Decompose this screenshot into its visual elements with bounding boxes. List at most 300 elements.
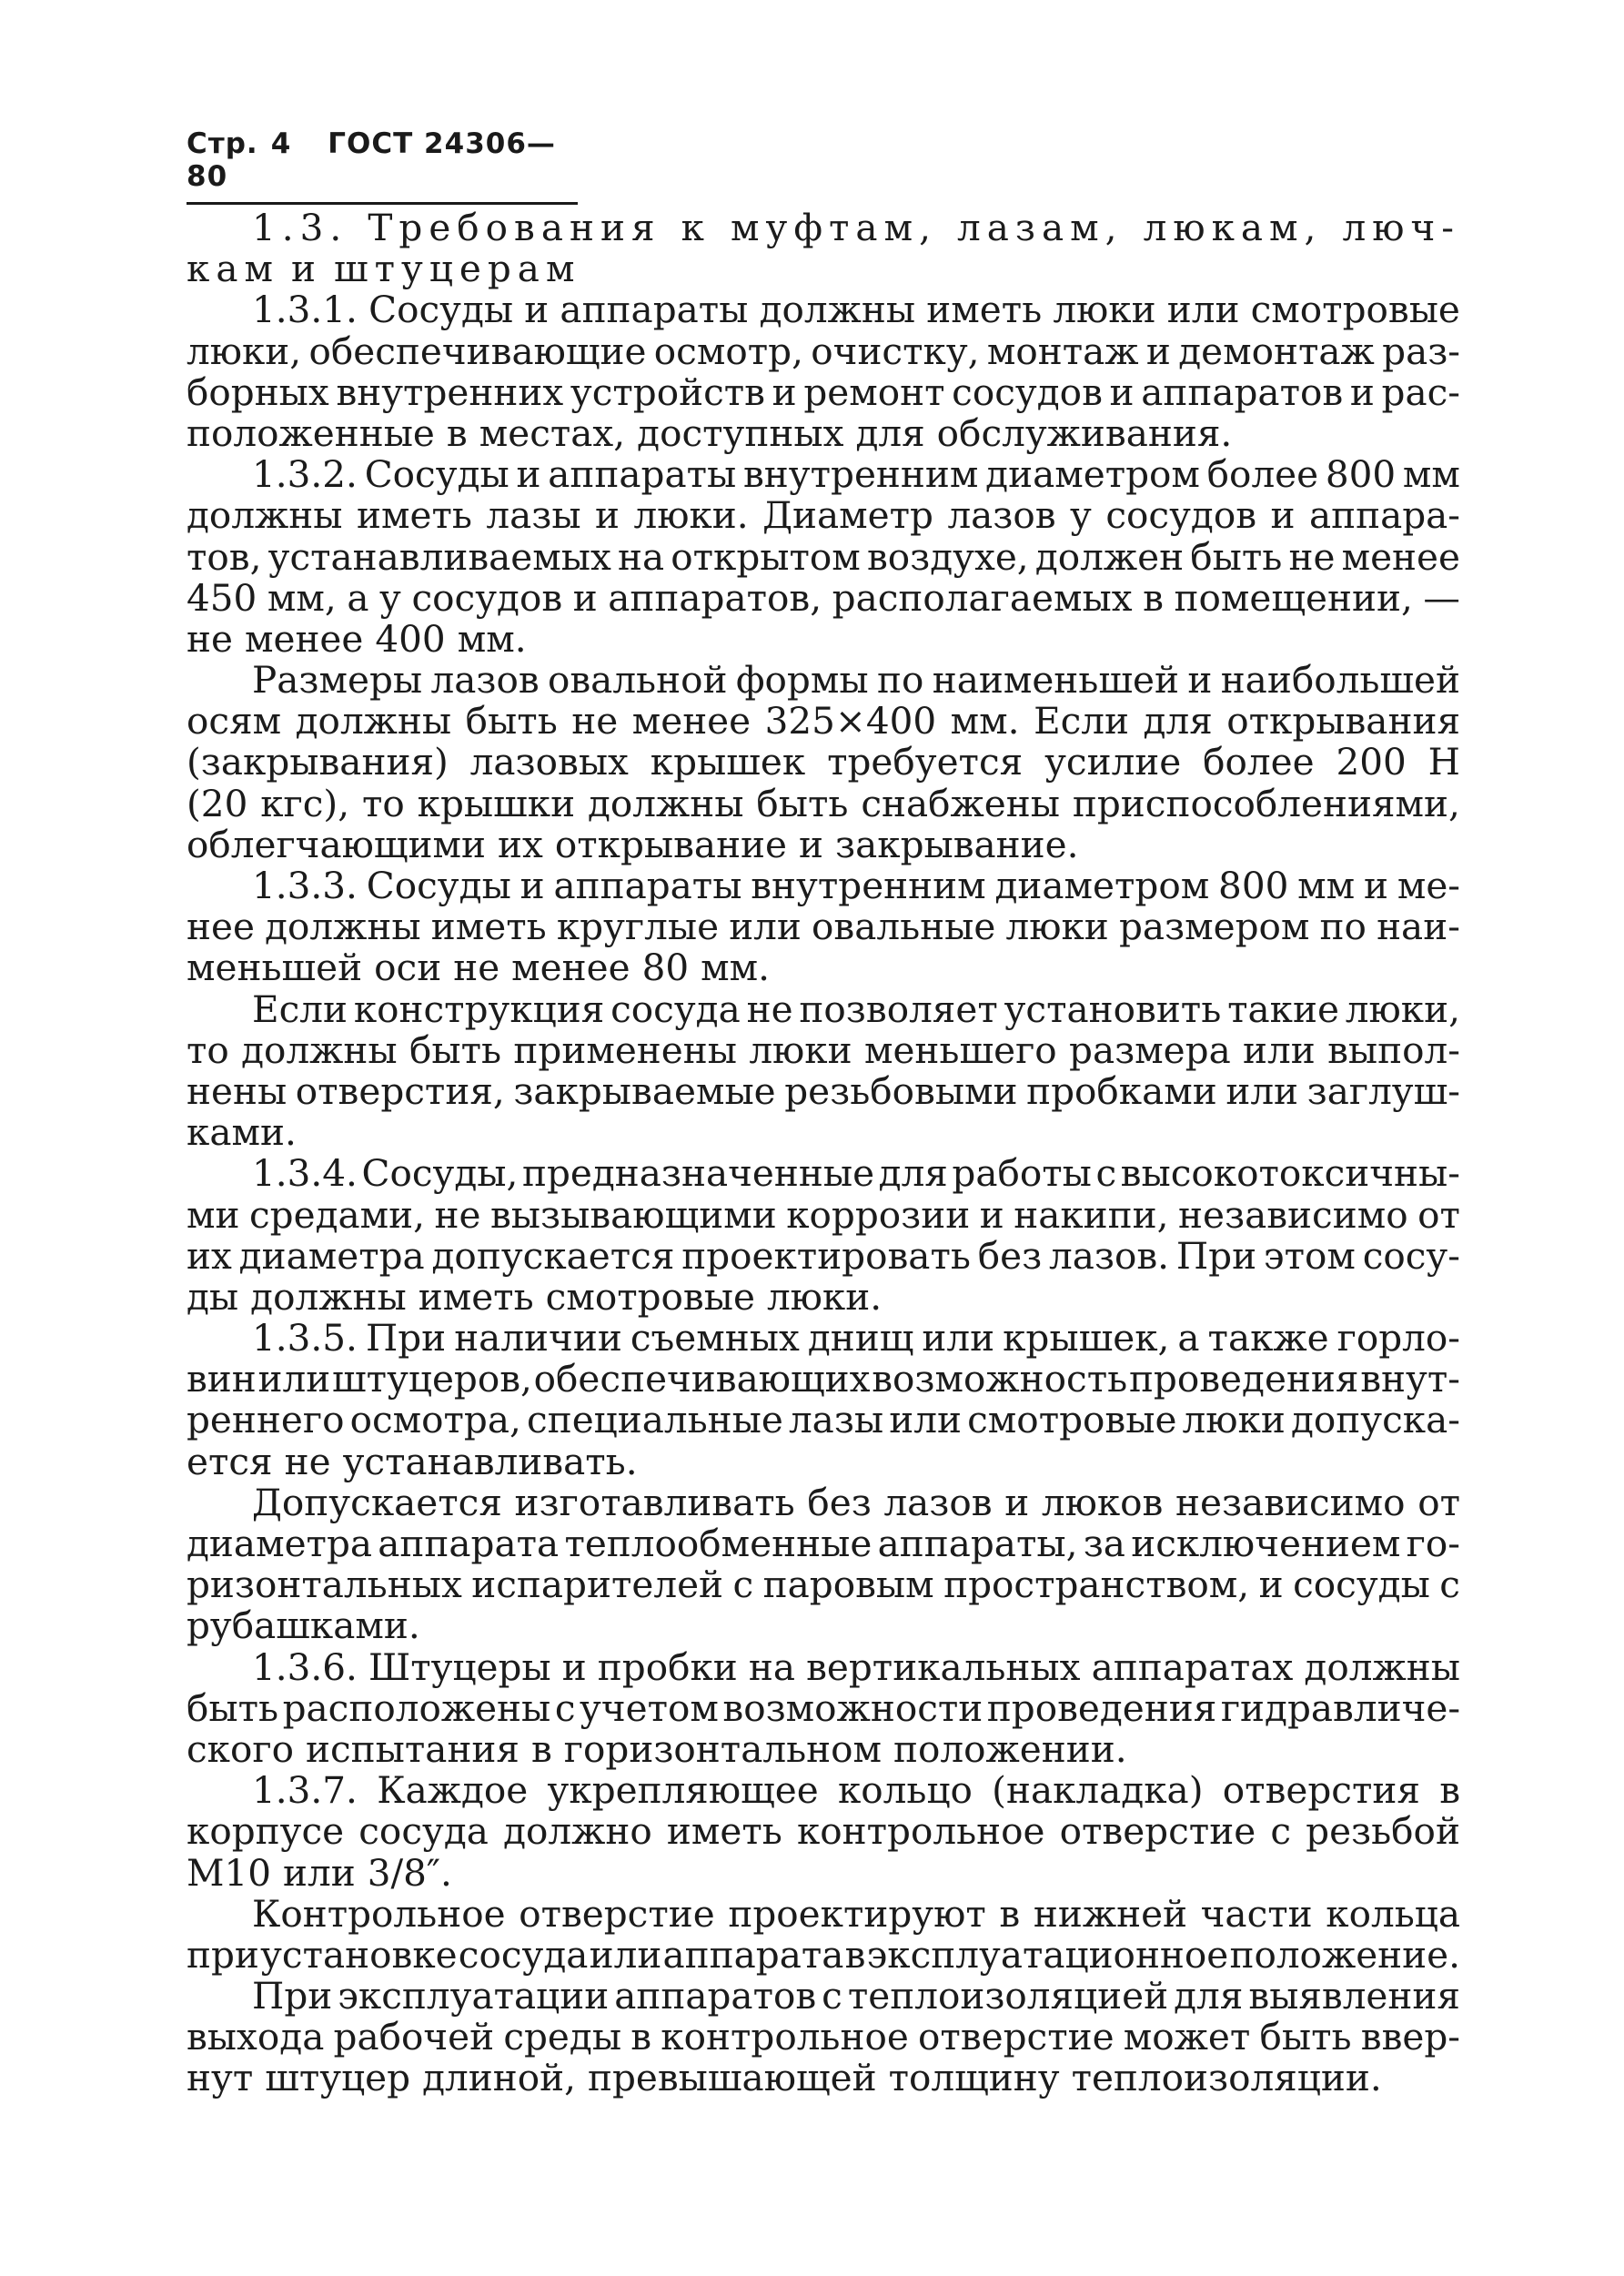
- text-line: [187, 660, 1460, 701]
- word: с: [554, 1685, 576, 1730]
- text-line: [187, 947, 1460, 988]
- word: выпол-: [1327, 1027, 1460, 1072]
- word: крышек: [650, 740, 806, 784]
- word: обеспечивающих: [533, 1357, 871, 1401]
- word: мм,: [267, 575, 337, 620]
- word: с: [1270, 1809, 1291, 1854]
- word: монтаж: [986, 329, 1139, 373]
- word: реннего: [187, 1398, 345, 1442]
- word: требуется: [827, 740, 1024, 784]
- word: менее: [511, 946, 630, 990]
- word: на: [748, 1644, 796, 1689]
- word: с: [1095, 1151, 1117, 1196]
- word: отверстия: [1222, 1768, 1420, 1813]
- word: иметь: [666, 1809, 782, 1854]
- word: люки,: [1345, 986, 1460, 1031]
- word: выхода: [187, 2015, 325, 2059]
- word: средами,: [249, 1192, 426, 1237]
- text-line: [187, 248, 1460, 289]
- word: более: [1203, 740, 1315, 784]
- word: проведения: [986, 1685, 1217, 1730]
- word: штуцеров,: [332, 1357, 532, 1401]
- word: сосудов: [952, 369, 1103, 414]
- word: мм.: [950, 699, 1020, 743]
- word: аппаратов,: [608, 575, 822, 620]
- text-line: [187, 1441, 1460, 1482]
- word: (накладка): [992, 1768, 1204, 1813]
- word: пробками: [1026, 1068, 1217, 1113]
- word: лазов: [883, 1480, 993, 1524]
- page-label: Стр.: [187, 127, 258, 160]
- word: и: [1109, 369, 1135, 414]
- word: должны: [187, 493, 343, 538]
- text-line: [187, 1523, 1460, 1564]
- word: съемных: [630, 1316, 800, 1361]
- word: заглуш-: [1306, 1068, 1460, 1113]
- word: аппараты,: [877, 1522, 1078, 1565]
- word: для: [878, 1151, 948, 1196]
- word: то: [361, 781, 405, 825]
- word: исключением: [1131, 1522, 1401, 1565]
- word: для: [1143, 699, 1213, 743]
- word: осям: [187, 699, 282, 743]
- word: работы: [952, 1151, 1092, 1196]
- word: менее: [631, 699, 751, 743]
- word: облегчающими: [187, 822, 487, 866]
- word: лазов.: [1048, 1233, 1170, 1278]
- word: и: [1364, 864, 1388, 907]
- word: меньшего: [863, 1027, 1057, 1072]
- text-line: [187, 906, 1460, 947]
- text-line: [187, 1068, 1460, 1113]
- word: сосудов: [1105, 493, 1257, 538]
- text-line: [187, 410, 1460, 455]
- word: диаметром: [994, 864, 1210, 907]
- word: корпусе: [187, 1809, 345, 1854]
- word: выявления: [1248, 1974, 1460, 2018]
- word: при: [187, 1932, 259, 1977]
- word: за: [1083, 1522, 1125, 1565]
- word: люкам,: [1143, 206, 1323, 249]
- word: крышки: [417, 781, 576, 825]
- word: должны: [295, 699, 452, 743]
- word: люки: [1053, 288, 1156, 332]
- word: длиной,: [422, 2056, 576, 2100]
- word: возможность: [872, 1357, 1128, 1401]
- word: 1.3.3.: [252, 864, 358, 907]
- word: или: [283, 1850, 356, 1895]
- word: и: [572, 575, 598, 620]
- word: диаметром: [985, 452, 1200, 497]
- word: Каждое: [377, 1768, 529, 1813]
- word: При: [365, 1316, 447, 1361]
- text-line: [187, 616, 1460, 661]
- word: Если: [252, 986, 348, 1031]
- word: ды: [187, 1274, 239, 1319]
- word: тов,: [187, 534, 262, 579]
- word: ского: [187, 1726, 294, 1771]
- word: их: [498, 822, 543, 866]
- word: не: [284, 1439, 331, 1483]
- word: устанавливаемых: [267, 534, 611, 579]
- text-line: [187, 369, 1460, 414]
- word: должно: [503, 1809, 652, 1854]
- word: нут: [187, 2056, 254, 2100]
- word: аппаратах: [1091, 1644, 1294, 1689]
- word: должны: [1304, 1644, 1460, 1689]
- word: и: [1270, 493, 1296, 538]
- word: горизонтальном: [563, 1726, 882, 1771]
- word: или: [1226, 1068, 1299, 1113]
- text-line: [187, 2017, 1460, 2058]
- word: мм.: [701, 946, 771, 990]
- text-line: [187, 495, 1460, 536]
- text-line: [187, 1192, 1460, 1237]
- text-line: [187, 781, 1460, 825]
- word: и: [516, 452, 541, 497]
- word: днищ: [807, 1316, 914, 1361]
- word: 450: [187, 575, 257, 620]
- word: При: [252, 1974, 333, 2018]
- word: быть: [756, 781, 849, 825]
- word: теплоизоляции.: [1071, 2056, 1382, 2100]
- word: формы: [735, 658, 869, 703]
- word: а: [347, 575, 369, 620]
- text-line: [187, 1891, 1460, 1936]
- word: раз-: [1382, 329, 1460, 373]
- page-number: 4: [270, 127, 292, 160]
- word: более: [1206, 452, 1319, 497]
- word: положенные: [187, 410, 435, 455]
- word: 1.3.2.: [252, 452, 358, 497]
- word: конструкция: [353, 986, 605, 1031]
- word: и: [595, 493, 620, 538]
- text-line: [187, 1644, 1460, 1689]
- word: отверстия,: [295, 1068, 505, 1113]
- word: позволяет: [799, 986, 998, 1031]
- word: накипи,: [1014, 1192, 1169, 1237]
- word: эксплуатационное: [866, 1932, 1229, 1977]
- text-line: [187, 1112, 1460, 1153]
- word: размера: [1069, 1027, 1231, 1072]
- word: предназначенные: [521, 1151, 875, 1196]
- word: люки: [749, 1027, 852, 1072]
- word: 1.3.6.: [252, 1644, 358, 1689]
- word: и: [1145, 329, 1171, 373]
- word: проектируют: [728, 1891, 986, 1936]
- word: без: [807, 1480, 872, 1524]
- word: местах,: [479, 410, 626, 455]
- word: Контрольное: [252, 1891, 506, 1936]
- word: рубашками.: [187, 1603, 420, 1648]
- word: сосуда: [610, 986, 741, 1031]
- word: в: [630, 2015, 652, 2059]
- word: аппараты: [553, 864, 742, 907]
- word: в: [446, 410, 468, 455]
- word: проведения: [1128, 1357, 1359, 1401]
- word: положении.: [893, 1726, 1127, 1771]
- word: 1.3.5.: [252, 1316, 358, 1361]
- word: должны: [241, 1027, 398, 1072]
- word: (20: [187, 781, 248, 825]
- word: доступных: [637, 410, 844, 455]
- word: должны: [587, 781, 744, 825]
- word: аппаратов: [1141, 369, 1344, 414]
- word: 1.3.1.: [252, 288, 358, 332]
- word: или: [729, 905, 802, 949]
- word: должны: [265, 905, 421, 949]
- word: М10: [187, 1850, 272, 1895]
- word: не: [187, 616, 233, 661]
- word: изготавливать: [514, 1480, 795, 1524]
- word: люков: [1041, 1480, 1164, 1524]
- word: 1.3.7.: [252, 1768, 358, 1813]
- word: аппаратов: [614, 1974, 817, 2018]
- word: борных: [187, 369, 329, 414]
- word: не: [453, 946, 500, 990]
- word: иметь: [926, 288, 1043, 332]
- word: устанавливать.: [342, 1439, 638, 1483]
- word: Требования: [368, 206, 661, 249]
- word: по: [876, 658, 924, 703]
- word: внутренним: [751, 864, 986, 907]
- word: резьбовыми: [784, 1068, 1018, 1113]
- word: и: [561, 1644, 587, 1689]
- word: воздухе,: [866, 534, 1029, 579]
- word: муфтам,: [731, 206, 937, 249]
- text-line: [187, 1274, 1460, 1319]
- word: внутренним: [743, 452, 979, 497]
- word: или: [922, 1316, 995, 1361]
- word: быть: [1259, 2015, 1352, 2059]
- word: Размеры: [252, 658, 423, 703]
- word: этом: [1263, 1233, 1356, 1278]
- word: у: [379, 575, 401, 620]
- word: кольца: [1326, 1891, 1460, 1936]
- word: коррозии: [786, 1192, 971, 1237]
- text-line: [187, 865, 1460, 906]
- word: сосу-: [1362, 1233, 1460, 1278]
- word: диаметра: [187, 1522, 373, 1565]
- text-line: [187, 2058, 1460, 2099]
- text-line: [187, 1027, 1460, 1072]
- text-line: [187, 1685, 1460, 1730]
- text-line: [187, 1811, 1460, 1852]
- word: люки.: [766, 1274, 883, 1319]
- word: ме-: [1397, 864, 1460, 907]
- word: испарителей: [471, 1563, 724, 1607]
- running-header: [187, 127, 578, 205]
- word: При: [1175, 1233, 1257, 1278]
- word: укрепляющее: [547, 1768, 819, 1813]
- word: аппараты: [560, 288, 749, 332]
- word: и: [1187, 658, 1213, 703]
- word: быть: [1190, 534, 1283, 579]
- word: и: [799, 822, 824, 866]
- word: резьбой: [1306, 1809, 1460, 1854]
- word: вызывающими: [490, 1192, 777, 1237]
- word: в: [844, 1932, 866, 1977]
- word: должен: [1034, 534, 1185, 579]
- text-line: [187, 1605, 1460, 1646]
- word: в: [1143, 575, 1164, 620]
- word: с: [1439, 1563, 1460, 1607]
- text-line: [187, 1564, 1460, 1605]
- word: отверстие: [519, 1891, 715, 1936]
- word: быть: [465, 699, 558, 743]
- word: Сосуды: [364, 452, 509, 497]
- word: лазов: [947, 493, 1056, 538]
- word: вертикальных: [806, 1644, 1081, 1689]
- word: круглые: [556, 905, 720, 949]
- word: снабжены: [861, 781, 1061, 825]
- word: иметь: [357, 493, 472, 538]
- word: менее: [244, 616, 364, 661]
- word: люки: [1182, 1398, 1286, 1442]
- word: аппарата: [378, 1522, 560, 1565]
- word: люч-: [1342, 206, 1460, 249]
- word: диаметра: [238, 1233, 425, 1278]
- word: также: [1207, 1316, 1329, 1361]
- word: кгс),: [260, 781, 350, 825]
- word: независимо: [1175, 1480, 1406, 1524]
- word: допускается: [431, 1233, 675, 1278]
- word: меньшей: [187, 946, 363, 990]
- word: для: [1174, 1974, 1244, 2018]
- word: контрольное: [661, 2015, 909, 2059]
- text-line: [187, 742, 1460, 783]
- text-line: [187, 207, 1460, 248]
- word: го-: [1406, 1522, 1460, 1565]
- text-line: [187, 534, 1460, 579]
- word: Диаметр: [762, 493, 933, 538]
- word: осмотр,: [653, 329, 803, 373]
- word: с: [732, 1563, 754, 1607]
- word: или: [1166, 288, 1240, 332]
- word: смотровые: [967, 1398, 1177, 1442]
- word: и: [772, 369, 797, 414]
- word: внутренних: [336, 369, 564, 414]
- word: превышающей: [587, 2056, 877, 2100]
- word: Если: [1034, 699, 1130, 743]
- text-line: [187, 1850, 1460, 1895]
- word: Н: [1427, 740, 1460, 784]
- word: аппара-: [1308, 493, 1460, 538]
- word: горло-: [1337, 1316, 1460, 1361]
- word: среды: [503, 2015, 622, 2059]
- word: мм: [1402, 452, 1460, 497]
- word: рабочей: [333, 2015, 495, 2059]
- text-line: [187, 824, 1460, 865]
- word: пространством,: [943, 1563, 1250, 1607]
- word: наи-: [1377, 905, 1460, 949]
- word: мм: [1297, 864, 1356, 907]
- word: (закрывания): [187, 740, 449, 784]
- word: установке: [260, 1932, 458, 1977]
- word: менее: [1341, 534, 1460, 579]
- word: и: [1258, 1563, 1284, 1607]
- word: помещении,: [1174, 575, 1413, 620]
- word: сосуда: [458, 1932, 589, 1977]
- word: в: [1439, 1768, 1460, 1813]
- word: иметь: [430, 905, 547, 949]
- word: усилие: [1044, 740, 1182, 784]
- word: испытания: [305, 1726, 519, 1771]
- text-line: [187, 986, 1460, 1031]
- word: или: [1243, 1027, 1316, 1072]
- word: положение.: [1229, 1932, 1460, 1977]
- word: не: [571, 699, 619, 743]
- word: смотровые: [1250, 288, 1460, 332]
- word: 325×400: [764, 699, 937, 743]
- word: оси: [374, 946, 442, 990]
- word: с: [822, 1974, 842, 2018]
- text-line: [187, 1932, 1460, 1977]
- word: то: [187, 1027, 229, 1072]
- word: лазовых: [469, 740, 629, 784]
- word: ремонт: [803, 369, 945, 414]
- word: паровым: [762, 1563, 934, 1607]
- body-text: [187, 207, 1460, 2099]
- word: лазы: [788, 1398, 884, 1442]
- word: нее: [187, 905, 255, 949]
- word: сосуды: [1293, 1563, 1430, 1607]
- word: проектировать: [681, 1233, 971, 1278]
- word: 400: [375, 616, 446, 661]
- word: люки: [1005, 905, 1109, 949]
- word: —: [1423, 575, 1460, 620]
- word: и: [519, 864, 545, 907]
- word: эксплуатации: [338, 1974, 610, 2018]
- text-line: [187, 1400, 1460, 1441]
- word: расположены: [282, 1685, 551, 1730]
- word: быть: [187, 1685, 279, 1730]
- word: закрывание.: [835, 822, 1079, 866]
- word: на: [617, 534, 665, 579]
- word: а: [1177, 1316, 1200, 1361]
- word: смотровые: [545, 1274, 755, 1319]
- word: рас-: [1381, 369, 1460, 414]
- word: люки,: [187, 329, 302, 373]
- word: 800: [1325, 452, 1397, 497]
- text-line: [187, 289, 1460, 330]
- word: отверстие: [918, 2015, 1115, 2059]
- word: лазы: [486, 493, 581, 538]
- word: открытом: [671, 534, 861, 579]
- word: теплообменные: [564, 1522, 873, 1565]
- text-line: [187, 1770, 1460, 1811]
- word: и: [524, 288, 550, 332]
- word: аппарата: [662, 1932, 844, 1977]
- text-line: [187, 1153, 1460, 1194]
- word: наименьшей: [932, 658, 1179, 703]
- word: ввер-: [1360, 2015, 1460, 2059]
- word: сосудов: [411, 575, 563, 620]
- word: должны: [759, 288, 916, 332]
- word: приспособлениями,: [1072, 781, 1460, 825]
- word: гидравличе-: [1220, 1685, 1460, 1730]
- word: не: [434, 1192, 481, 1237]
- word: по: [1319, 905, 1367, 949]
- text-line: [187, 1726, 1460, 1771]
- word: кам: [187, 247, 279, 291]
- word: ками.: [187, 1110, 297, 1155]
- word: наличии: [454, 1316, 622, 1361]
- word: 80: [641, 946, 690, 990]
- word: или: [889, 1398, 962, 1442]
- word: лазам,: [957, 206, 1124, 249]
- word: кольцо: [837, 1768, 973, 1813]
